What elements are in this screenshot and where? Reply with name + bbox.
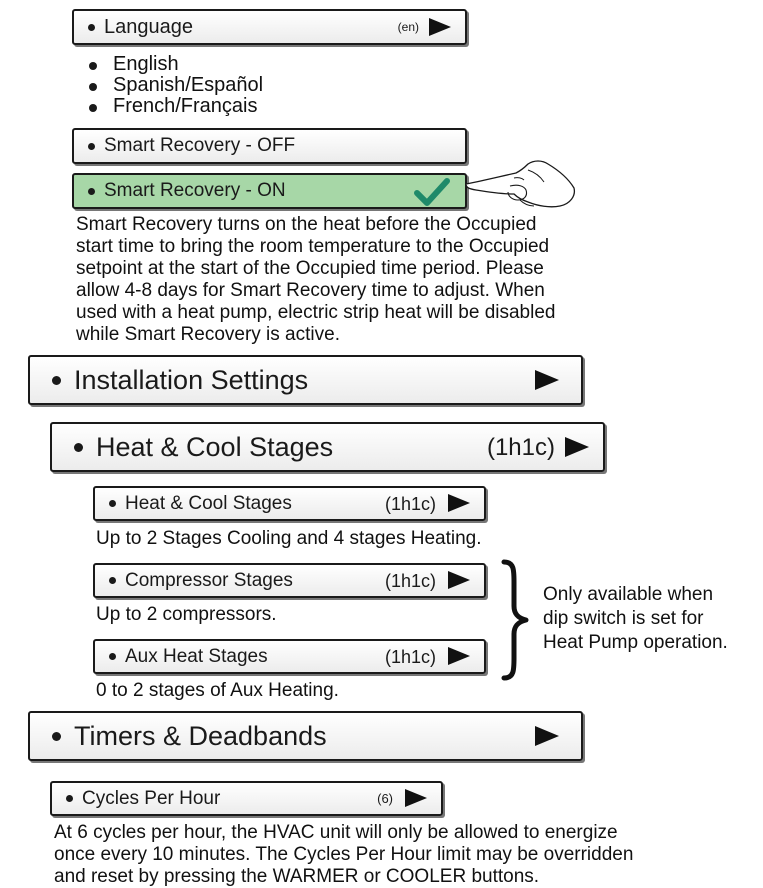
installation-settings-label: Installation Settings [74,364,309,395]
bullet-icon [52,376,61,385]
cycles-per-hour-label: Cycles Per Hour [82,787,221,809]
bullet-icon [109,653,116,660]
aux-heat-stages-value: (1h1c) [384,647,436,667]
list-item: Spanish/Español [75,75,263,96]
bullet-icon [88,188,95,195]
compressor-stages-value: (1h1c) [384,571,436,591]
language-value: (en) [397,20,419,34]
installation-settings-button[interactable] [28,355,583,405]
heat-cool-stages-header-value: (1h1c) [486,434,555,461]
compressor-stages-description: Up to 2 compressors. [96,604,277,625]
smart-recovery-description: Smart Recovery turns on the heat before the Occupied start time to bring the room temperature to the Occupied setpoint at the start of the Occupied time period. Please allow 4-8 days for Smart Recovery time to adjust. When used with a heat pump, electric strip heat will be disabled while Smart Recovery is active. [76,214,556,345]
heat-cool-stages-header-label: Heat & Cool Stages [96,431,334,462]
timers-deadbands-label: Timers & Deadbands [74,720,327,751]
aux-heat-stages-description: 0 to 2 stages of Aux Heating. [96,680,339,701]
aux-heat-stages-button[interactable] [93,639,486,674]
heat-cool-stages-description: Up to 2 Stages Cooling and 4 stages Heating. [96,528,482,549]
smart-recovery-off-button[interactable] [72,128,467,164]
arrow-right-icon [535,370,559,390]
list-item: French/Français [75,96,263,117]
arrow-right-icon [405,789,427,807]
smart-recovery-on-button[interactable] [72,173,467,209]
checkmark-icon [414,178,450,206]
cycles-per-hour-value: (6) [377,791,393,806]
heat-cool-stages-label: Heat & Cool Stages [125,492,292,514]
bullet-icon [109,500,116,507]
pointing-hand-icon [462,158,580,214]
bullet-icon [66,795,73,802]
bullet-icon [109,577,116,584]
bullet-icon [52,732,61,741]
aux-heat-stages-label: Aux Heat Stages [125,645,268,667]
language-button[interactable] [72,9,467,45]
list-item: English [75,54,263,75]
arrow-right-icon [429,18,451,36]
bullet-icon [74,443,83,452]
heat-pump-note: Only available when dip switch is set for Heat Pump operation. [543,584,728,653]
cycles-per-hour-button[interactable] [50,781,443,816]
heat-cool-stages-header-button[interactable] [50,422,605,472]
curly-brace-icon [498,558,532,682]
cycles-per-hour-description: At 6 cycles per hour, the HVAC unit will only be allowed to energize once every 10 minutes. The Cycles Per Hour limit may be overridden and reset by pressing the WARMER or COOLER buttons. [54,822,634,887]
smart-recovery-off-label: Smart Recovery - OFF [104,135,296,156]
timers-deadbands-button[interactable] [28,711,583,761]
arrow-right-icon [448,647,470,665]
smart-recovery-on-label: Smart Recovery - ON [104,180,286,201]
bullet-icon [88,24,95,31]
heat-cool-stages-value: (1h1c) [384,494,436,514]
arrow-right-icon [448,571,470,589]
arrow-right-icon [448,494,470,512]
bullet-icon [88,143,95,150]
arrow-right-icon [535,726,559,746]
heat-cool-stages-button[interactable] [93,486,486,521]
language-options-list [75,54,263,117]
language-label: Language [104,15,193,38]
compressor-stages-button[interactable] [93,563,486,598]
arrow-right-icon [565,437,589,457]
compressor-stages-label: Compressor Stages [125,569,293,591]
